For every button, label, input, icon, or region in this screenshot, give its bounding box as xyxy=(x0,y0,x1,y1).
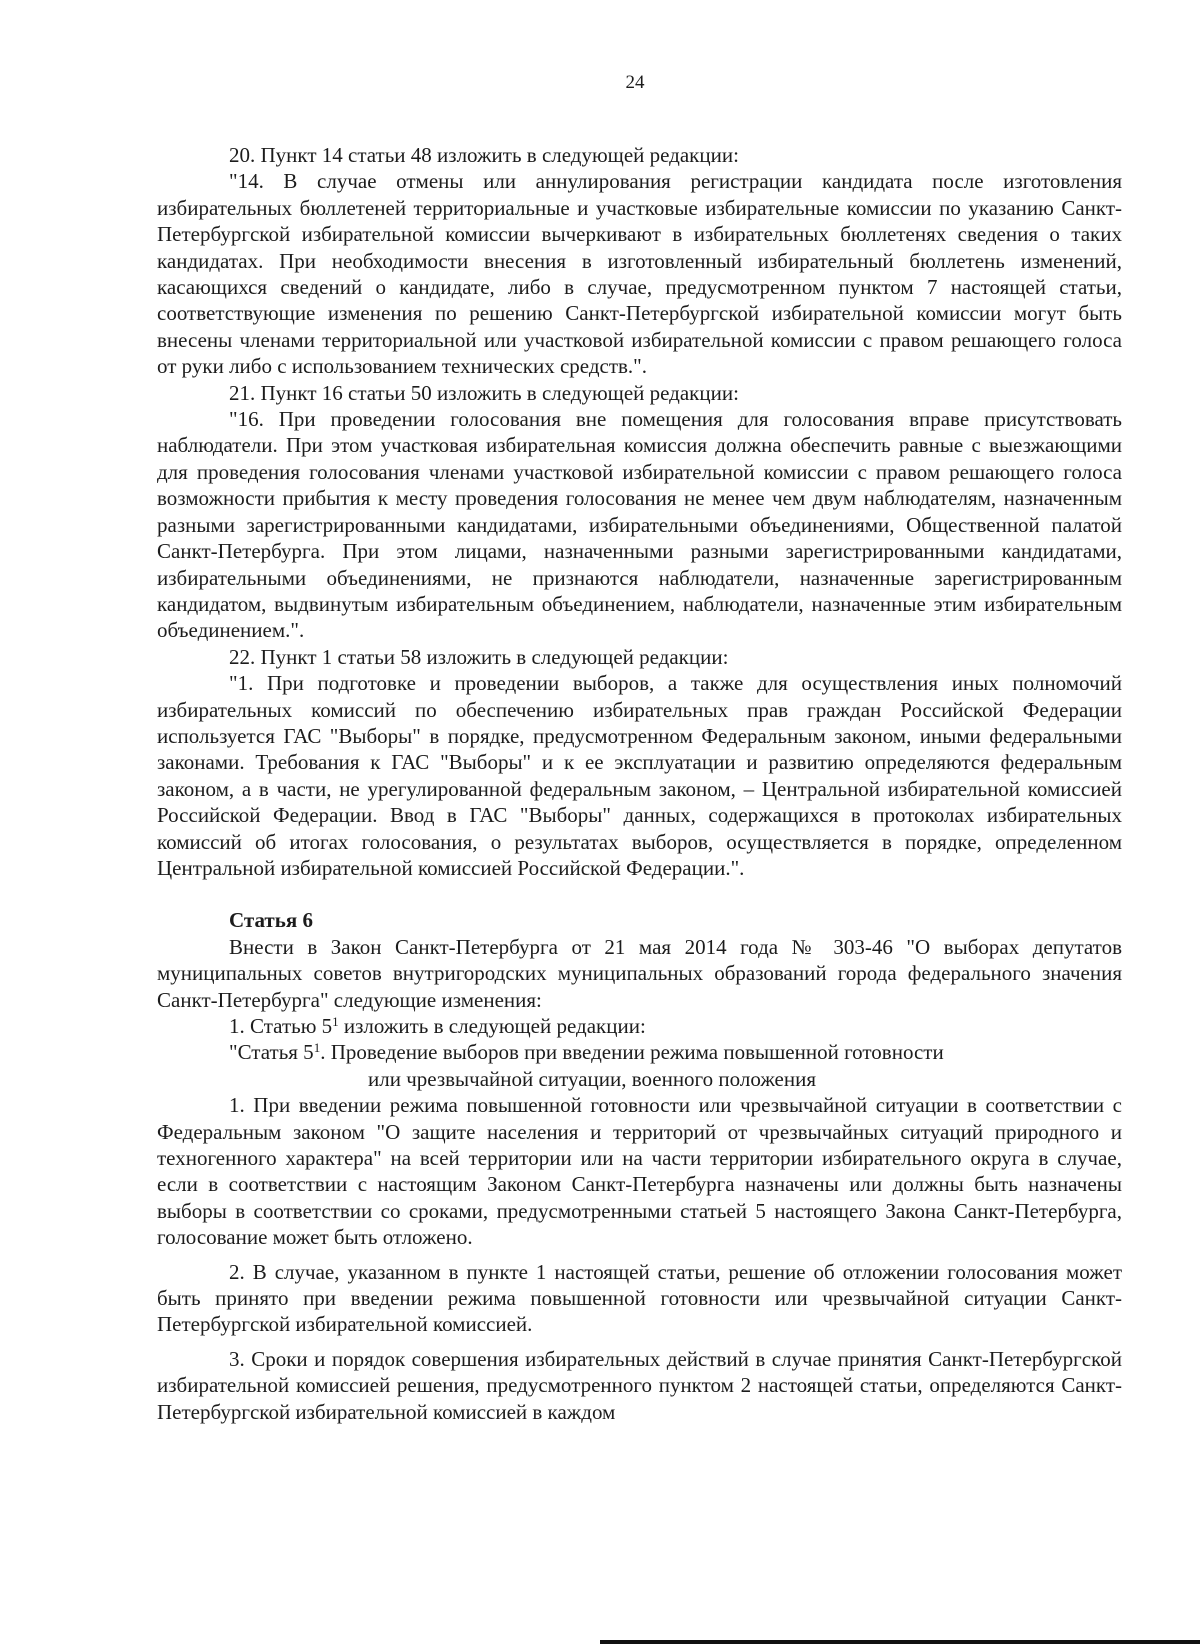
article-6-item-1-heading xyxy=(157,1013,1122,1039)
item-1-heading-post: изложить в следующей редакции: xyxy=(338,1014,646,1038)
item-22-text: "1. При подготовке и проведении выборов, а также для осуществления иных полномочий избирательных комиссий по обеспечению избирательных прав граждан Российской Федерации используется ГАС "Выборы" в порядке, предусмотренном Федеральным законом, иными федеральными законами. Требования к ГАС "Выборы" и к ее эксплуатации и развитию определяются федеральным законом, а в части, не урегулированной федеральным законом, – Центральной избирательной комиссией Российской Федерации. Ввод в ГАС "Выборы" данных, содержащихся в протоколах избирательных комиссий об итогах голосования, о результатах выборов, осуществляется в порядке, определенном Центральной избирательной комиссией Российской Федерации.". xyxy=(157,671,1122,880)
item-20-text: "14. В случае отмены или аннулирования регистрации кандидата после изготовления избирательных бюллетеней территориальные и участковые избирательные комиссии по указанию Санкт-Петербургской избирательной комиссии вычеркивают в избирательных бюллетенях сведения о таких кандидатах. При необходимости внесения в изготовленный избирательный бюллетень изменений, касающихся сведений о кандидате, либо в случае, предусмотренном пунктом 7 настоящей статьи, соответствующие изменения по решению Санкт-Петербургской избирательной комиссии могут быть внесены членами территориальной или участковой избирательной комиссии с правом решающего голоса от руки либо с использованием технических средств.". xyxy=(157,169,1122,379)
article-5-1-title xyxy=(157,1039,1122,1065)
title-sup: 1 xyxy=(313,1040,321,1056)
item-22-heading: 22. Пункт 1 статьи 58 изложить в следующей редакции: xyxy=(229,644,729,669)
spacer xyxy=(157,1251,1122,1259)
article-5-1-title-line-2: или чрезвычайной ситуации, военного положения xyxy=(368,1066,817,1091)
article-5-1-paragraph-2: 2. В случае, указанном в пункте 1 настоящей статьи, решение об отложении голосования может быть принято при введении режима повышенной готовности или чрезвычайной ситуации Санкт-Петербургской избирательной комиссией. xyxy=(157,1259,1122,1337)
item-1-heading-pre: 1. Статью 5 xyxy=(229,1014,333,1038)
item-20-heading: 20. Пункт 14 статьи 48 изложить в следующей редакции: xyxy=(229,143,739,167)
title-pre: "Статья 5 xyxy=(229,1040,314,1065)
item-21-heading: 21. Пункт 16 статьи 50 изложить в следующей редакции: xyxy=(229,380,739,405)
scan-edge-line xyxy=(600,1640,1200,1644)
item-1-heading-sup: 1 xyxy=(332,1014,339,1029)
page-number: 24 xyxy=(625,72,645,93)
spacer xyxy=(157,1338,1122,1346)
article-6-heading: Статья 6 xyxy=(229,908,313,933)
spacer xyxy=(157,881,1122,907)
article-5-1-paragraph-1: 1. При введении режима повышенной готовности или чрезвычайной ситуации в соответствии с Федеральным законом "О защите населения и территорий от чрезвычайных ситуаций природного и техногенного характера" на всей территории или на части территории избирательного округа в случае, если в соответствии с настоящим Законом Санкт-Петербурга назначены или должны быть назначены выборы в соответствии со сроками, предусмотренными статьей 5 настоящего Закона Санкт-Петербурга, голосование может быть отложено. xyxy=(157,1093,1122,1250)
item-21-text: "16. При проведении голосования вне помещения для голосования вправе присутствовать наблюдатели. При этом участковая избирательная комиссия должна обеспечить равные с выезжающими для проведения голосования членами участковой избирательной комиссии с правом решающего голоса возможности прибытия к месту проведения голосования не менее чем двум наблюдателям, назначенным разными зарегистрированными кандидатами, избирательными объединениями, Общественной палатой Санкт-Петербурга. При этом лицами, назначенными разными зарегистрированными кандидатами, избирательными объединениями, не признаются наблюдатели, назначенные зарегистрированным кандидатом, выдвинутым избирательным объединением, наблюдатели, назначенные этим избирательным объединением.". xyxy=(157,407,1122,643)
title-post: . Проведение выборов при введении режима повышенной готовности xyxy=(320,1040,944,1065)
document-body xyxy=(157,142,1122,1425)
article-5-1-paragraph-3: 3. Сроки и порядок совершения избирательных действий в случае принятия Санкт-Петербургской избирательной комиссией решения, предусмотренного пунктом 2 настоящей статьи, определяются Санкт-Петербургской избирательной комиссией в каждом xyxy=(157,1346,1122,1424)
article-6-intro: Внести в Закон Санкт-Петербурга от 21 мая 2014 года № 303-46 "О выборах депутатов муниципальных советов внутригородских муниципальных образований города федерального значения Санкт-Петербурга" следующие изменения: xyxy=(157,934,1122,1012)
